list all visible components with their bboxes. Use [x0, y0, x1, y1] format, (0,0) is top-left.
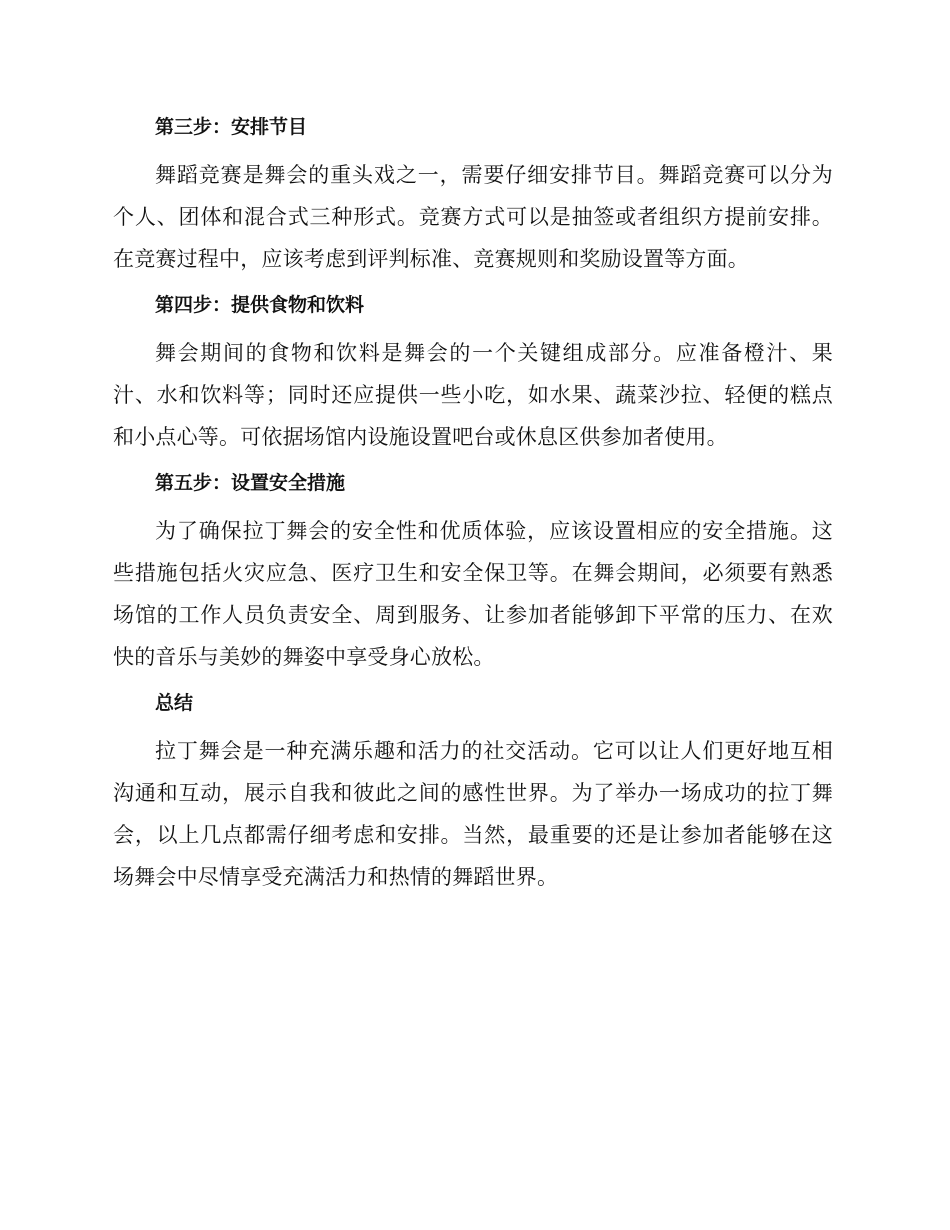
section-heading: 总结 — [155, 692, 194, 714]
section-paragraph: 拉丁舞会是一种充满乐趣和活力的社交活动。它可以让人们更好地互相沟通和互动，展示自我和彼此之间的感性世界。为了举办一场成功的拉丁舞会，以上几点都需仔细考虑和安排。当然，最重要的还是让参加者能够在这场舞会中尽情享受充满活力和热情的舞蹈世界。 — [113, 739, 833, 889]
document-page — [113, 108, 833, 904]
section-heading: 第四步：提供食物和饮料 — [155, 294, 365, 316]
section-heading: 第五步：设置安全措施 — [155, 472, 346, 494]
section-step-3 — [113, 108, 833, 280]
section-paragraph: 舞会期间的食物和饮料是舞会的一个关键组成部分。应准备橙汁、果汁、水和饮料等；同时还应提供一些小吃，如水果、蔬菜沙拉、轻便的糕点和小点心等。可依据场馆内设施设置吧台或休息区供参加者使用。 — [113, 341, 833, 449]
section-paragraph: 舞蹈竞赛是舞会的重头戏之一，需要仔细安排节目。舞蹈竞赛可以分为个人、团体和混合式三种形式。竞赛方式可以是抽签或者组织方提前安排。在竞赛过程中，应该考虑到评判标准、竞赛规则和奖励设置等方面。 — [113, 163, 833, 271]
section-step-5 — [113, 464, 833, 678]
section-heading: 第三步：安排节目 — [155, 116, 308, 138]
section-summary — [113, 684, 833, 898]
section-step-4 — [113, 286, 833, 458]
section-paragraph: 为了确保拉丁舞会的安全性和优质体验，应该设置相应的安全措施。这些措施包括火灾应急、医疗卫生和安全保卫等。在舞会期间，必须要有熟悉场馆的工作人员负责安全、周到服务、让参加者能够卸下平常的压力、在欢快的音乐与美妙的舞姿中享受身心放松。 — [113, 519, 833, 669]
